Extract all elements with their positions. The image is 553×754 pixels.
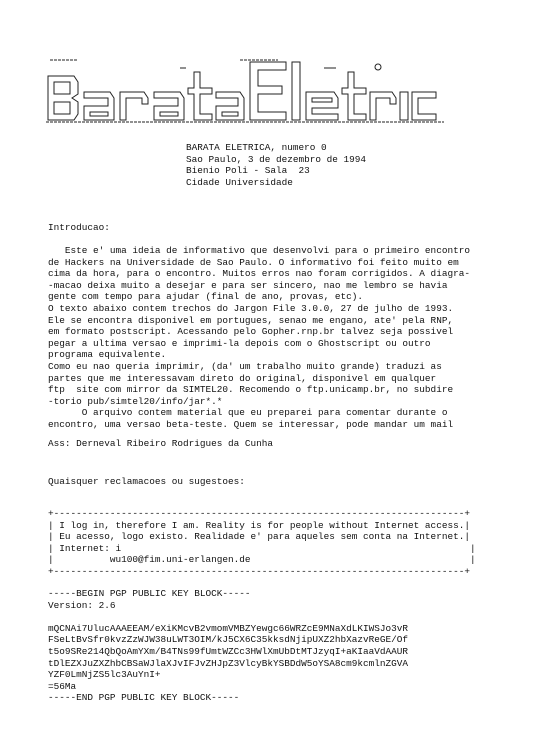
intro-title: Introducao: (48, 222, 110, 233)
pgp-line: FSeLtBvSfr0kvzZzWJW38uLWT3OIM/kJ5CX6C35kksdNjipUXZ2hbXazvReGE/Of (48, 634, 409, 646)
box-line: +-------------------------------------------------------------------------+ (48, 508, 470, 519)
header-line: Cidade Universidade (186, 176, 293, 188)
box-line: | I log in, therefore I am. Reality is for people without Internet access.| (48, 519, 470, 531)
box-line: | wu100@fim.uni-erlangen.de | (48, 554, 476, 566)
body-line: em formato postscript. Acessando pelo Gopher.rnp.br talvez seja possivel (48, 326, 454, 338)
body-line: -macao deixa muito a desejar e para ser sincero, nao me lembro se havia (48, 279, 448, 291)
body-line: -torio pub/simtel20/info/jar*.* (48, 395, 223, 407)
pgp-line: -----BEGIN PGP PUBLIC KEY BLOCK----- (48, 588, 251, 599)
body-line: cima da hora, para o encontro. Muitos erros nao foram corrigidos. A diagra- (48, 268, 470, 280)
body-line: programa equivalente. (48, 349, 167, 361)
box-line: | Eu acesso, logo existo. Realidade e' para aqueles sem conta na Internet.| (48, 531, 470, 543)
body-line: O arquivo contem material que eu preparei para comentar durante o (48, 407, 448, 419)
body-line: gente com tempo para ajudar (final de ano, provas, etc). (48, 291, 364, 303)
header-line: BARATA ELETRICA, numero 0 (186, 142, 327, 153)
contact-prompt: Quaisquer reclamacoes ou sugestoes: (48, 476, 245, 487)
box-line: +-------------------------------------------------------------------------+ (48, 565, 470, 577)
body-line: ftp site com mirror da SIMTEL20. Recomendo o ftp.unicamp.br, no subdire (48, 384, 454, 396)
pgp-line: -----END PGP PUBLIC KEY BLOCK----- (48, 692, 240, 704)
pgp-line: =56Ma (48, 680, 77, 692)
header-line: Sao Paulo, 3 de dezembro de 1994 (186, 153, 367, 165)
intro-body (48, 245, 470, 431)
body-line: Como eu nao queria imprimir, (da' um trabalho muito grande) traduzi as (48, 360, 442, 372)
box-line: | Internet: i | (48, 542, 476, 554)
body-line: pegar a ultima versao e imprimi-la depois com o Ghostscript ou outro (48, 337, 431, 349)
pgp-line: YZF0LmNjZS5lc3AuYnI+ (48, 669, 161, 681)
pgp-line: mQCNAi7UlucAAAEEAM/eXiKMcvB2vmomVMBZYewgc66WRZcE9MNaXdLKIWSJo3vR (48, 622, 409, 634)
body-line: Este e' uma ideia de informativo que desenvolvi para o primeiro encontro (48, 245, 470, 256)
body-line: O texto abaixo contem trechos do Jargon File 3.0.0, 27 de julho de 1993. (48, 302, 454, 314)
body-line: Ele se encontra disponivel em portugues, senao me engano, ate' pela RNP, (48, 314, 454, 326)
issue-header (186, 142, 366, 188)
signature: Ass: Derneval Ribeiro Rodrigues da Cunha (48, 438, 274, 449)
header-line: Bienio Poli - Sala 23 (186, 165, 310, 177)
quote-box (48, 508, 476, 578)
body-line: encontro, uma versao beta-teste. Quem se interessar, pode mandar um mail (48, 418, 454, 430)
body-line: partes que me interessavam direto do original, disponivel em qualquer (48, 372, 437, 384)
body-line: de Hackers na Universidade de Sao Paulo. O informativo foi feito muito em (48, 256, 459, 268)
pgp-line: Version: 2.6 (48, 599, 116, 611)
pgp-line (48, 611, 408, 623)
pgp-line: tDlEZXJuZXZhbCBSaWJlaXJvIFJvZHJpZ3VlcyBkYSBDdW5oYSA8cm9kcmlnZGVA (48, 657, 409, 669)
barata-eletrica-ascii-logo (44, 58, 446, 124)
pgp-key-block (48, 588, 408, 704)
pgp-line: t5o9SRe214QbQoAmYXm/B4TNs99fUmtWZCc3HWlXmUbDtMTJzyqI+aKIaaVdAAUR (48, 645, 409, 657)
